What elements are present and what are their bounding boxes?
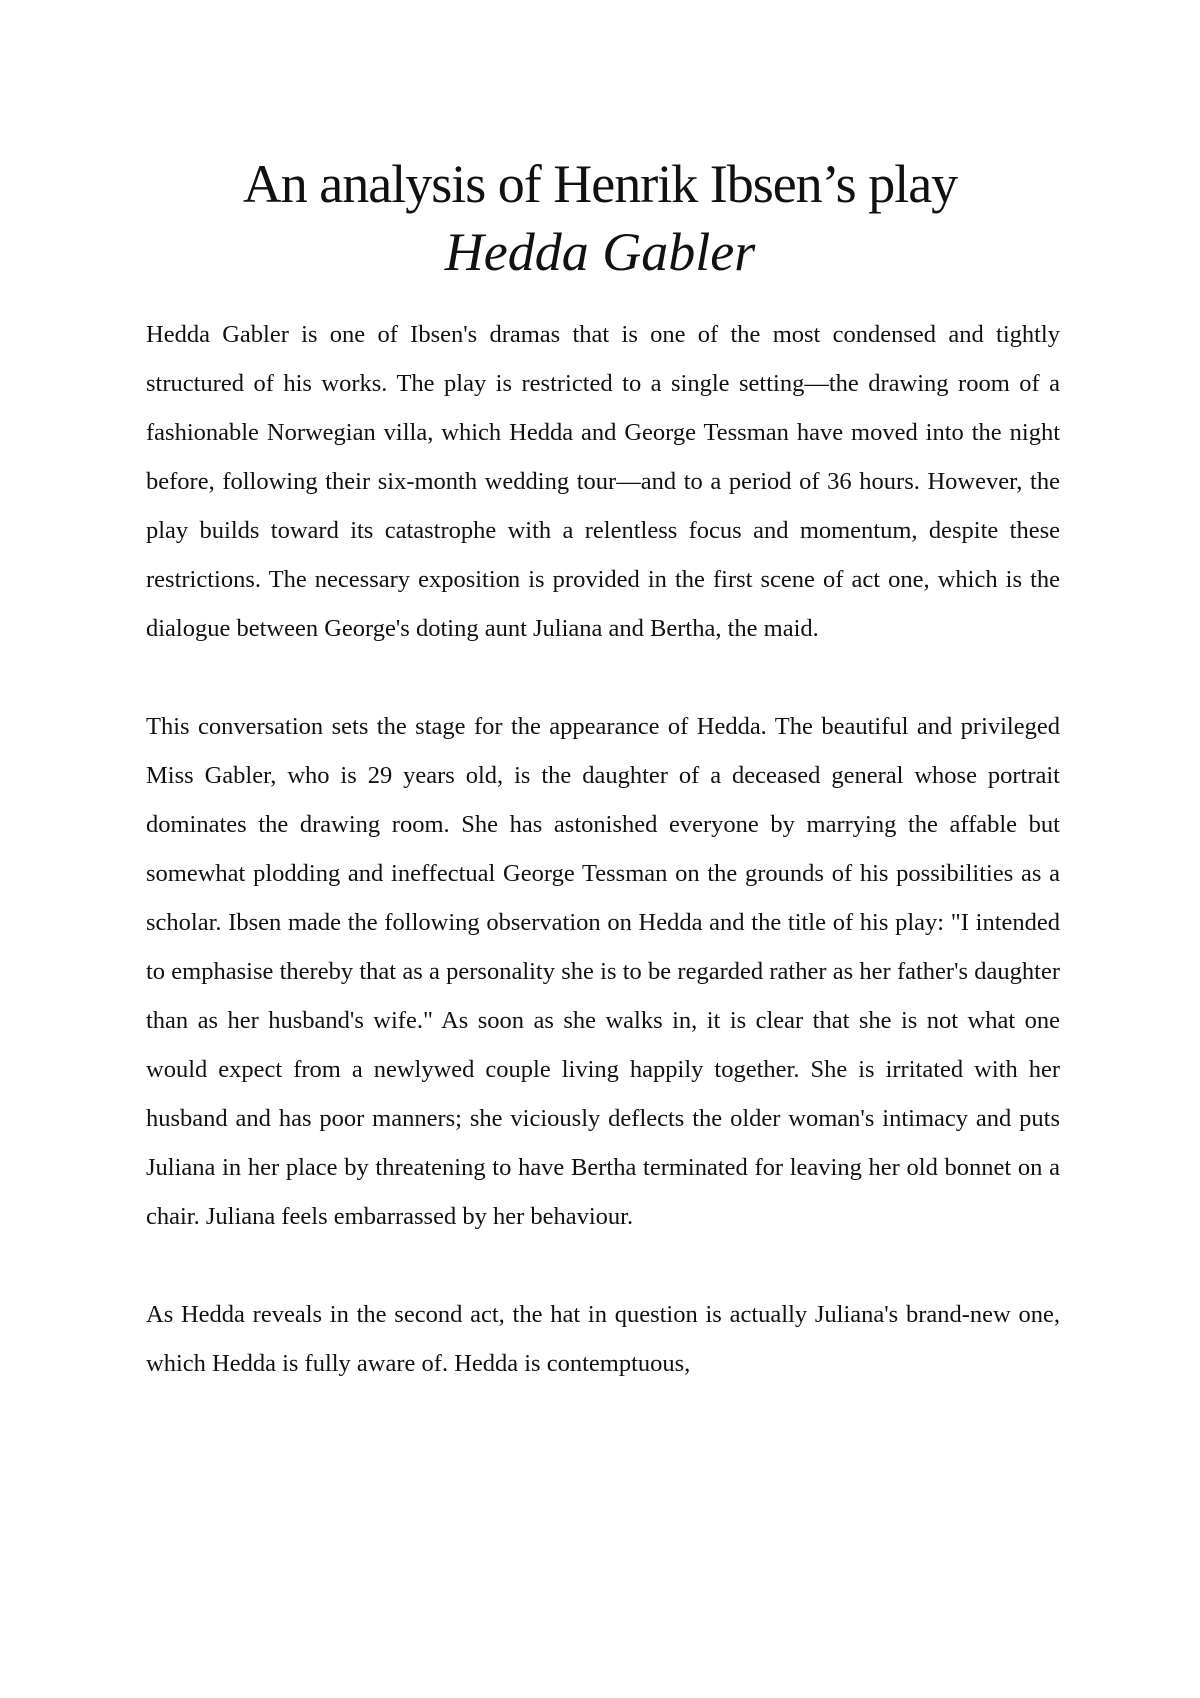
document-title: An analysis of Henrik Ibsen’s play [242, 154, 958, 214]
paragraph-1: Hedda Gabler is one of Ibsen's dramas that is one of the most condensed and tightly structured of his works. The play is restricted to a single setting—the drawing room of a fashionable Norwegian villa, which Hedda and George Tessman have moved into the night before, following their six-month wedding tour—and to a period of 36 hours. However, the play builds toward its catastrophe with a relentless focus and momentum, despite these restrictions. The necessary exposition is provided in the first scene of act one, which is the dialogue between George's doting aunt Juliana and Bertha, the maid. [146, 321, 1060, 642]
paragraph-2: This conversation sets the stage for the appearance of Hedda. The beautiful and privileged Miss Gabler, who is 29 years old, is the daughter of a deceased general whose portrait dominates the drawing room. She has astonished everyone by marrying the affable but somewhat plodding and ineffectual George Tessman on the grounds of his possibilities as a scholar. Ibsen made the following observation on Hedda and the title of his play: "I intended to emphasise thereby that as a personality she is to be regarded rather as her father's daughter than as her husband's wife." As soon as she walks in, it is clear that she is not what one would expect from a newlywed couple living happily together. She is irritated with her husband and has poor manners; she viciously deflects the older woman's intimacy and puts Juliana in her place by threatening to have Bertha terminated for leaving her old bonnet on a chair. Juliana feels embarrassed by her behaviour. [146, 713, 1060, 1230]
paragraph-3: As Hedda reveals in the second act, the hat in question is actually Juliana's brand-new one, which Hedda is fully aware of. Hedda is contemptuous, [146, 1301, 1060, 1377]
document-subtitle: Hedda Gabler [444, 222, 756, 282]
title-block [0, 150, 1200, 286]
body-text [146, 310, 1060, 1437]
